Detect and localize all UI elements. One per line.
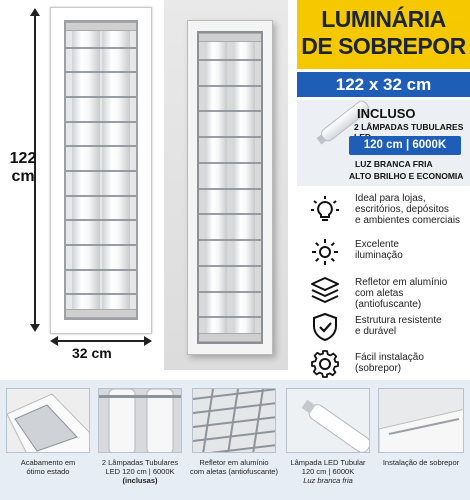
reflector-louver [199, 162, 261, 164]
feature-item [310, 310, 470, 350]
thumbnail-caption: Refletor em alumínio com aletas (antiofuscante) [190, 458, 278, 476]
reflector-louver [66, 96, 136, 98]
included-note-2: ALTO BRILHO E ECONOMIA [349, 171, 464, 181]
width-dimension-arrow [52, 340, 150, 342]
fixture-reflector-photo [197, 31, 263, 344]
tube-end-cap [66, 22, 136, 31]
gear-icon [310, 349, 340, 379]
tube-end-cap [199, 333, 261, 342]
reflector-louver [66, 293, 136, 295]
fixture-photo [164, 0, 288, 370]
fixture-reflector [64, 20, 138, 320]
layers-icon [310, 275, 340, 305]
feature-item [310, 235, 470, 275]
reflector-louver [66, 170, 136, 172]
reflector-louver [199, 239, 261, 241]
thumbnail-tubes [98, 388, 182, 453]
reflector-louver [66, 244, 136, 246]
reflector-detail-image [193, 389, 276, 453]
reflector-louver [199, 316, 261, 318]
included-heading: INCLUSO [357, 106, 416, 121]
reflector-louver [66, 219, 136, 221]
sun-icon [310, 237, 340, 267]
reflector-louver [199, 265, 261, 267]
reflector-louver [66, 269, 136, 271]
title-banner [297, 0, 470, 69]
reflector-louver [66, 145, 136, 147]
reflector-louver [199, 291, 261, 293]
lightbulb-icon [310, 195, 340, 225]
title-line-2: DE SOBREPOR [301, 33, 466, 59]
reflector-louver [199, 136, 261, 138]
thumbnail-caption: Instalação de sobrepor [382, 458, 460, 467]
tubes-detail-image [99, 389, 182, 453]
feature-item [310, 193, 470, 233]
included-note-1: LUZ BRANCA FRIA [355, 159, 433, 169]
thumbnail-reflector [192, 388, 276, 453]
feature-text: Estrutura resistente e durável [355, 315, 442, 337]
feature-text: Ideal para lojas, escritórios, depósitos e ambientes comerciais [355, 193, 461, 226]
reflector-louver [66, 195, 136, 197]
width-dimension-label: 32 cm [72, 345, 112, 361]
fixture-front-view [50, 7, 152, 334]
reflector-louver [199, 110, 261, 112]
thumbnail-caption: Acabamento em ótimo estado [20, 458, 76, 476]
feature-text: Excelente iluminação [355, 239, 403, 261]
lamp-detail-image [287, 389, 370, 453]
included-box [297, 100, 470, 186]
fixture-angled-view [187, 20, 273, 355]
reflector-louver [199, 85, 261, 87]
title-line-1: LUMINÁRIA [321, 6, 446, 32]
reflector-louver [66, 71, 136, 73]
thumbnail-lamp [286, 388, 370, 453]
reflector-louver [199, 59, 261, 61]
included-spec: 120 cm | 6000K [349, 136, 461, 155]
reflector-louver [66, 121, 136, 123]
thumbnail-caption: Lâmpada LED Tubular 120 cm | 6000K Luz branca fria [290, 458, 366, 485]
finish-detail-image [7, 389, 90, 453]
thumbnail-finish [6, 388, 90, 453]
feature-text: Fácil instalação (sobrepor) [355, 352, 424, 374]
size-badge: 122 x 32 cm [297, 72, 470, 97]
reflector-louver [199, 188, 261, 190]
reflector-louver [66, 47, 136, 49]
feature-item [310, 273, 470, 313]
height-dimension-label: 122 cm [9, 150, 37, 185]
thumbnail-caption: 2 Lâmpadas Tubulares LED 120 cm | 6000K (inclusas) [101, 458, 179, 485]
install-detail-image [379, 389, 464, 453]
shield-check-icon [310, 312, 340, 342]
tube-end-cap [66, 309, 136, 318]
feature-text: Refletor em alumínio com aletas (antiofuscante) [355, 277, 448, 310]
reflector-louver [199, 213, 261, 215]
thumbnail-install [378, 388, 464, 453]
tube-end-cap [199, 33, 261, 42]
included-subheading: 2 LÂMPADAS TUBULARES [354, 122, 464, 132]
